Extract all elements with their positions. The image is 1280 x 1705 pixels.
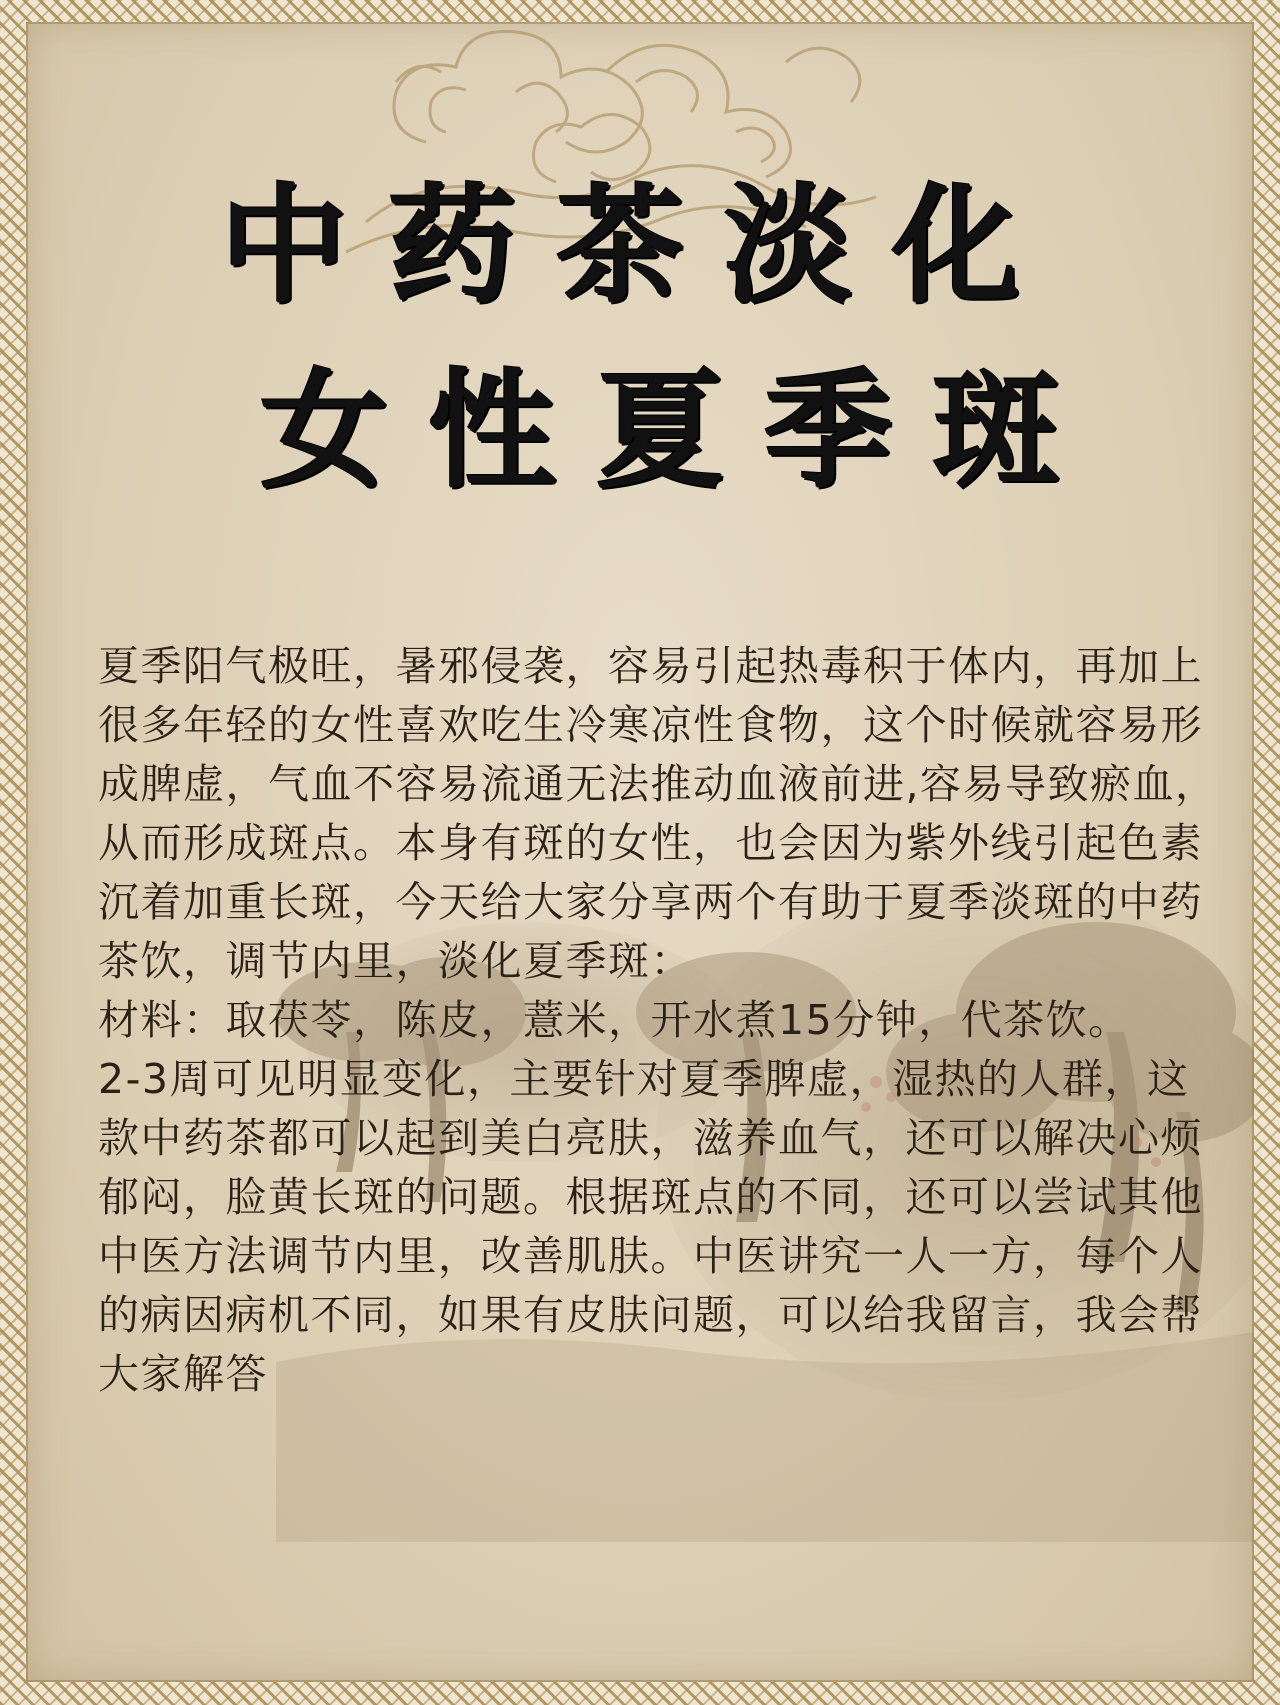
page-title-line-1: 中药茶淡化 — [219, 172, 1060, 321]
paper-panel — [26, 22, 1254, 1682]
intro-paragraph: 夏季阳气极旺，暑邪侵袭，容易引起热毒积于体内，再加上很多年轻的女性喜欢吃生冷寒凉性食物，这个时候就容易形成脾虚，气血不容易流通无法推动血液前进,容易导致瘀血，从而形成斑点。本身有斑的女性，也会因为紫外线引起色素沉着加重长斑，今天给大家分享两个有助于夏季淡斑的中药茶饮，调节内里，淡化夏季斑： — [98, 642, 1218, 985]
page-title-line-2: 女性夏季斑 — [259, 357, 1100, 506]
ingredients-paragraph: 材料：取茯苓，陈皮，薏米，开水煮15分钟，代茶饮。 — [98, 996, 1131, 1044]
effect-paragraph: 2-3周可见明显变化，主要针对夏季脾虚，湿热的人群，这款中药茶都可以起到美白亮肤，滋养血气，还可以解决心烦郁闷，脸黄长斑的问题。根据斑点的不同，还可以尝试其他中医方法调节内里，改善肌肤。中医讲究一人一方，每个人的病因病机不同，如果有皮肤问题，可以给我留言，我会帮大家解答 — [98, 1055, 1203, 1398]
article-body — [98, 637, 1218, 1404]
